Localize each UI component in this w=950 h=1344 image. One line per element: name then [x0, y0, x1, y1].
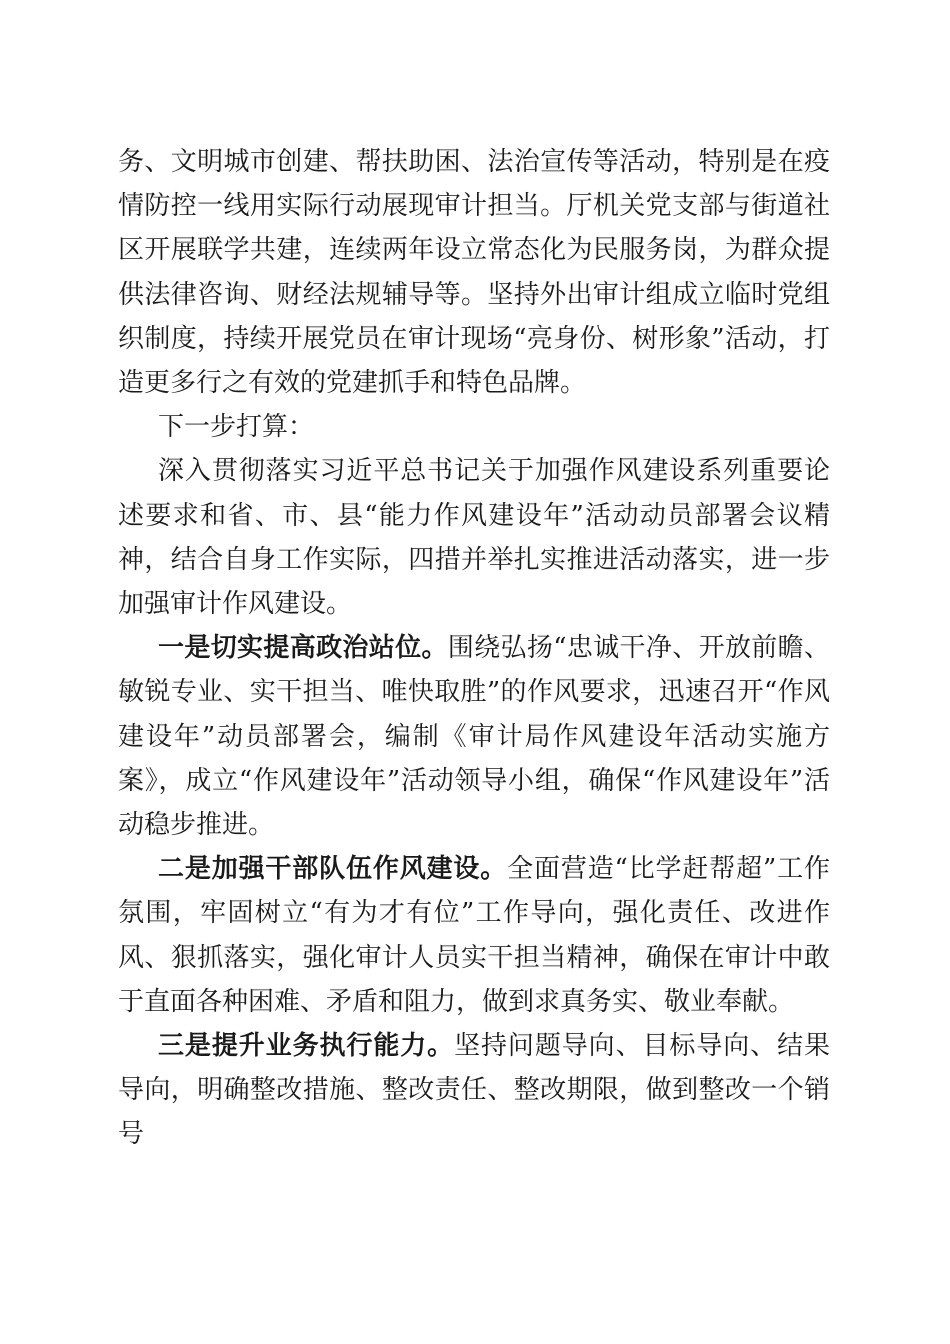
- paragraph-point-2: [118, 847, 830, 1024]
- paragraph-point-1: [118, 626, 830, 847]
- point-heading: 三是提升业务执行能力。: [158, 1031, 455, 1062]
- paragraph-intro: [118, 449, 830, 626]
- paragraph-text: 坚持问题导向、目标导向、结果导向，明确整改措施、整改责任、整改期限，做到整改一个销号: [118, 1031, 830, 1150]
- point-heading: 二是加强干部队伍作风建设。: [158, 854, 508, 885]
- paragraph-next-step-title: [118, 405, 830, 449]
- paragraph-text: 深入贯彻落实习近平总书记关于加强作风建设系列重要论述要求和省、市、县“能力作风建设年”活动动员部署会议精神，结合自身工作实际，四措并举扎实推进活动落实，进一步加强审计作风建设。: [118, 456, 830, 620]
- paragraph-text: 围绕弘扬“忠诚干净、开放前瞻、敏锐专业、实干担当、唯快取胜”的作风要求，迅速召开“作风建设年”动员部署会，编制《审计局作风建设年活动实施方案》，成立“作风建设年”活动领导小组，确保“作风建设年”活动稳步推进。: [118, 633, 830, 841]
- point-heading: 一是切实提高政治站位。: [158, 633, 448, 664]
- paragraph-text: 全面营造“比学赶帮超”工作氛围，牢固树立“有为才有位”工作导向，强化责任、改进作风、狠抓落实，强化审计人员实干担当精神，确保在审计中敢于直面各种困难、矛盾和阻力，做到求真务实、敬业奉献。: [118, 854, 830, 1017]
- document-body: [118, 140, 830, 1157]
- paragraph-text: 务、文明城市创建、帮扶助困、法治宣传等活动，特别是在疫情防控一线用实际行动展现审计担当。厅机关党支部与街道社区开展联学共建，连续两年设立常态化为民服务岗，为群众提供法律咨询、财经法规辅导等。坚持外出审计组成立临时党组织制度，持续开展党员在审计现场“亮身份、树形象”活动，打造更多行之有效的党建抓手和特色品牌。: [118, 147, 830, 399]
- section-title: 下一步打算：: [158, 412, 315, 443]
- paragraph-point-3: [118, 1024, 830, 1157]
- paragraph-continuation: [118, 140, 830, 405]
